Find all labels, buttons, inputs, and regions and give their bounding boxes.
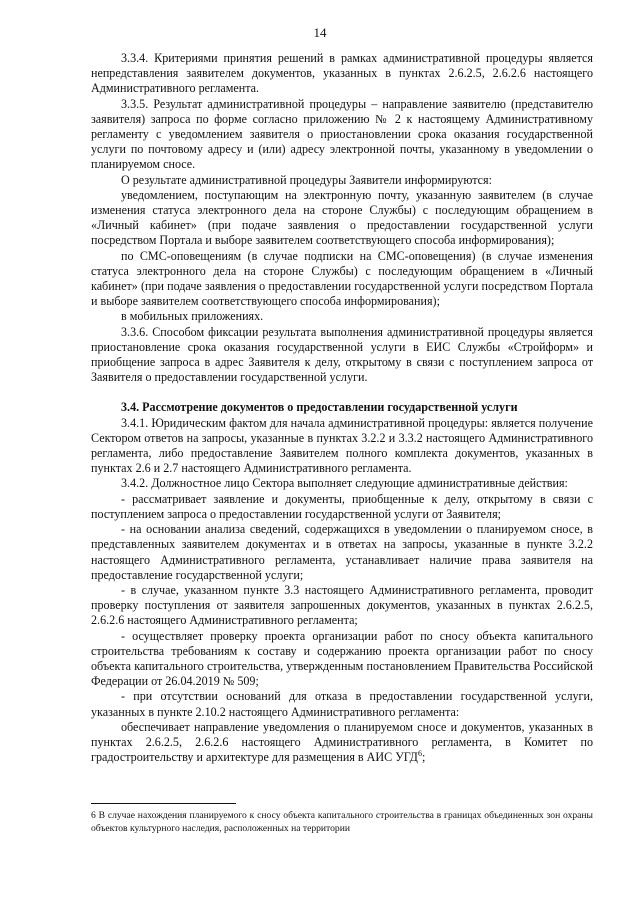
paragraph-3-3-6: 3.3.6. Способом фиксации результата выполнения административной процедуры является приостановление срока оказания государственной услуги в ЕИС Службы «Стройформ» и приобщение запроса в адрес Заявителя к делу, открытому в связи с поступлением запроса от Заявителя о предоставлении государственной услуги. [91, 324, 593, 385]
document-body [91, 51, 593, 765]
paragraph-3-3-4: 3.3.4. Критериями принятия решений в рамках административной процедуры является непредставления заявителем документов, указанных в пунктах 2.6.2.5, 2.6.2.6 настоящего Административного регламента. [91, 51, 593, 96]
footnote-text: 6 В случае нахождения планируемого к сносу объекта капитального строительства в границах объединенных зон охраны объектов культурного наследия, расположенных на территории [91, 810, 593, 834]
list-item-check-project: - осуществляет проверку проекта организации работ по сносу объекта капитального строительства требованиям к составу и содержанию проекта организации работ по сносу объекта капитального строительства, утвержденным постановлением Правительства Российской Федерации от 26.04.2019 № 509; [91, 628, 593, 689]
list-item-analyze-info: - на основании анализа сведений, содержащихся в уведомлении о планируемом сносе, в представленных заявителем документах и в ответах на запросы, указанные в пункте 3.2.2 настоящего Административного регламента, устанавливает наличие права заявителя на предоставление государственной услуги; [91, 522, 593, 582]
paragraph-email-notice: уведомлением, поступающим на электронную почту, указанную заявителем (в случае изменения статуса электронного дела на стороне Службы) с последующим обращением в «Личный кабинет» (при подаче заявления о предоставлении государственной услуги посредством Портала и выборе заявителем соответствующего способа информирования); [91, 187, 593, 248]
section-heading-3-4: 3.4. Рассмотрение документов о предоставлении государственной услуги [121, 400, 518, 415]
paragraph-3-3-5: 3.3.5. Результат административной процедуры – направление заявителю (представителю заявителя) запроса по форме согласно приложению № 2 к настоящему Административному регламенту с уведомлением заявителя о приостановлении срока оказания государственной услуги по почтовому адресу и (или) адресу электронной почты, указанному в уведомлении о планируемом сносе. [91, 96, 593, 172]
paragraph-3-4-1: 3.4.1. Юридическим фактом для начала административной процедуры: является получение Сектором ответов на запросы, указанные в пунктах 3.2.2 и 3.3.2 настоящего Административного регламента, либо предоставление Заявителем полного комплекта документов, указанных в пунктах 2.6 и 2.7 настоящего Административного регламента. [91, 415, 593, 476]
page-number: 14 [313, 25, 327, 40]
paragraph-sms-notice: по СМС-оповещениям (в случае подписки на СМС-оповещения) (в случае изменения статуса электронного дела на стороне Службы) с последующим обращением в «Личный кабинет» (при подаче заявления о предоставлении государственной услуги посредством Портала и выборе заявителем соответствующего способа информирования); [91, 248, 593, 309]
paragraph-inform-intro: О результате административной процедуры Заявители информируются: [121, 172, 492, 187]
list-item-no-grounds: - при отсутствии оснований для отказа в предоставлении государственной услуги, указанных в пункте 2.10.2 настоящего Административного регламента: [91, 689, 593, 719]
paragraph-ensure-forwarding-text: обеспечивает направление уведомления о планируемом сносе и документов, указанных в пунктах 2.6.2.5, 2.6.2.6 настоящего Административного регламента, в Комитет по градостроительству и архитектуре для размещения в АИС УГД [91, 719, 593, 765]
paragraph-3-4-2: 3.4.2. Должностное лицо Сектора выполняет следующие административные действия: [121, 476, 568, 491]
list-item-review-documents: - рассматривает заявление и документы, приобщенные к делу, открытому в связи с поступлением запроса о предоставлении государственной услуги от Заявителя; [91, 491, 593, 521]
list-item-check-submitted: - в случае, указанном пункте 3.3 настоящего Административного регламента, проводит проверку поступления от заявителя запрошенных документов, указанных в пунктах 2.6.2.5, 2.6.2.6 настоящего Административного регламента; [91, 582, 593, 628]
paragraph-mobile-apps: в мобильных приложениях. [121, 309, 264, 324]
footnote-separator [91, 803, 236, 804]
paragraph-ensure-forwarding: обеспечивает направление уведомления о планируемом сносе и документов, указанных в пунктах 2.6.2.5, 2.6.2.6 настоящего Административного регламента, в Комитет по градостроительству и архитектуре для размещения в АИС УГД$^6$; [91, 719, 593, 765]
footnote-reference[interactable]: 6 [417, 749, 422, 759]
